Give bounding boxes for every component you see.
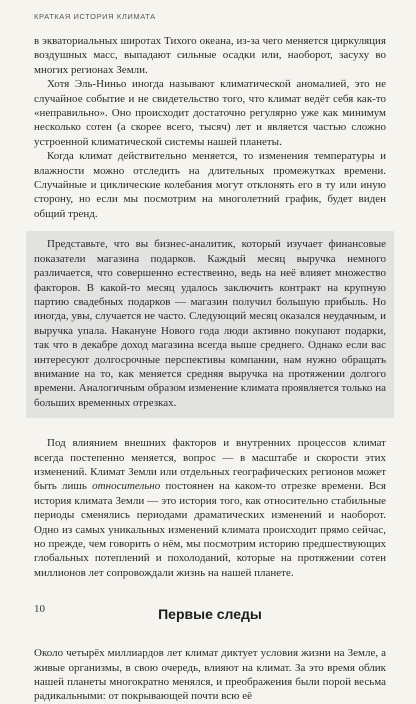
running-header: КРАТКАЯ ИСТОРИЯ КЛИМАТА [34, 12, 156, 21]
paragraph-1: в экваториальных широтах Тихого океана, из-за чего меняется циркуляция воздушных масс, выпадают сильные осадки или, наоборот, засуху во многих регионах Земли. [34, 35, 386, 76]
emphasis-relatively: относительно [92, 480, 161, 493]
paragraph-4-part-1: Под влиянием внешних факторов и внутренних процессов климат всегда постепенно меняется, вопрос — в масштабе и скорости этих изменений. Климат Земли или отдельных географических регионов может быть лишь [34, 437, 386, 493]
section-heading: Первые следы [158, 606, 262, 623]
paragraph-5: Около четырёх миллиардов лет климат диктует условия жизни на Земле, а живые организмы, в свою очередь, влияют на климат. За это время облик нашей планеты многократно менялся, и преображения были порой весьма радикальными: от покрывающей почти всю её [34, 647, 386, 703]
page-number: 10 [34, 603, 45, 615]
paragraph-4 [34, 436, 386, 580]
paragraph-3: Когда климат действительно меняется, то изменения температуры и влажности можно отследить на длительных промежутках времени. Случайные и циклические колебания могут отклонять его в ту или иную сторону, но если мы посмотрим на многолетний график, будет виден общий тренд. [34, 150, 386, 220]
page-body [34, 34, 386, 704]
paragraph-4-part-2: постоянен на каком-то отрезке времени. Вся история климата Земли — это история того, как относительно стабильные периоды сменялись периодами драматических изменений и наоборот. Одно из самых уникальных изменений климата происходит прямо сейчас, но прежде, чем говорить о нём, мы посмотрим историю предшествующих глобальных потеплений и похолоданий, которые на протяжении сотен миллионов лет сопровождали жизнь на нашей планете. [34, 480, 386, 579]
section-text [34, 646, 386, 704]
main-text-block [34, 436, 386, 580]
box-paragraph: Представьте, что вы бизнес-аналитик, который изучает финансовые показатели магазина подарков. Каждый месяц выручка немного различается, что совершенно естественно, ведь на неё влияет множество факторов. В какой-то месяц удалось заключить контракт на крупную партию свадебных подарков — магазин получил большую прибыль. Но иногда, увы, случается не часто. Следующий месяц оказался неудачным, и выручка упала. Накануне Нового года люди активно покупают подарки, так что в декабре доход магазина всегда выше среднего. Однако если вас интересуют долгосрочные перспективы компании, нам нужно обращать внимание на то, как меняется средняя выручка на протяжении долгого времени. Аналогичным образом изменение климата проявляется только на больших временных отрезках. [34, 238, 386, 409]
example-box [26, 231, 394, 418]
paragraph-2: Хотя Эль-Ниньо иногда называют климатической аномалией, это не случайное событие и не свидетельство того, что климат ведёт себя как-то «неправильно». Оно происходит достаточно регулярно уже как минимум несколько сотен (а скорее всего, тысяч) лет и является частью сложно устроенной климатической системы нашей планеты. [34, 78, 386, 148]
